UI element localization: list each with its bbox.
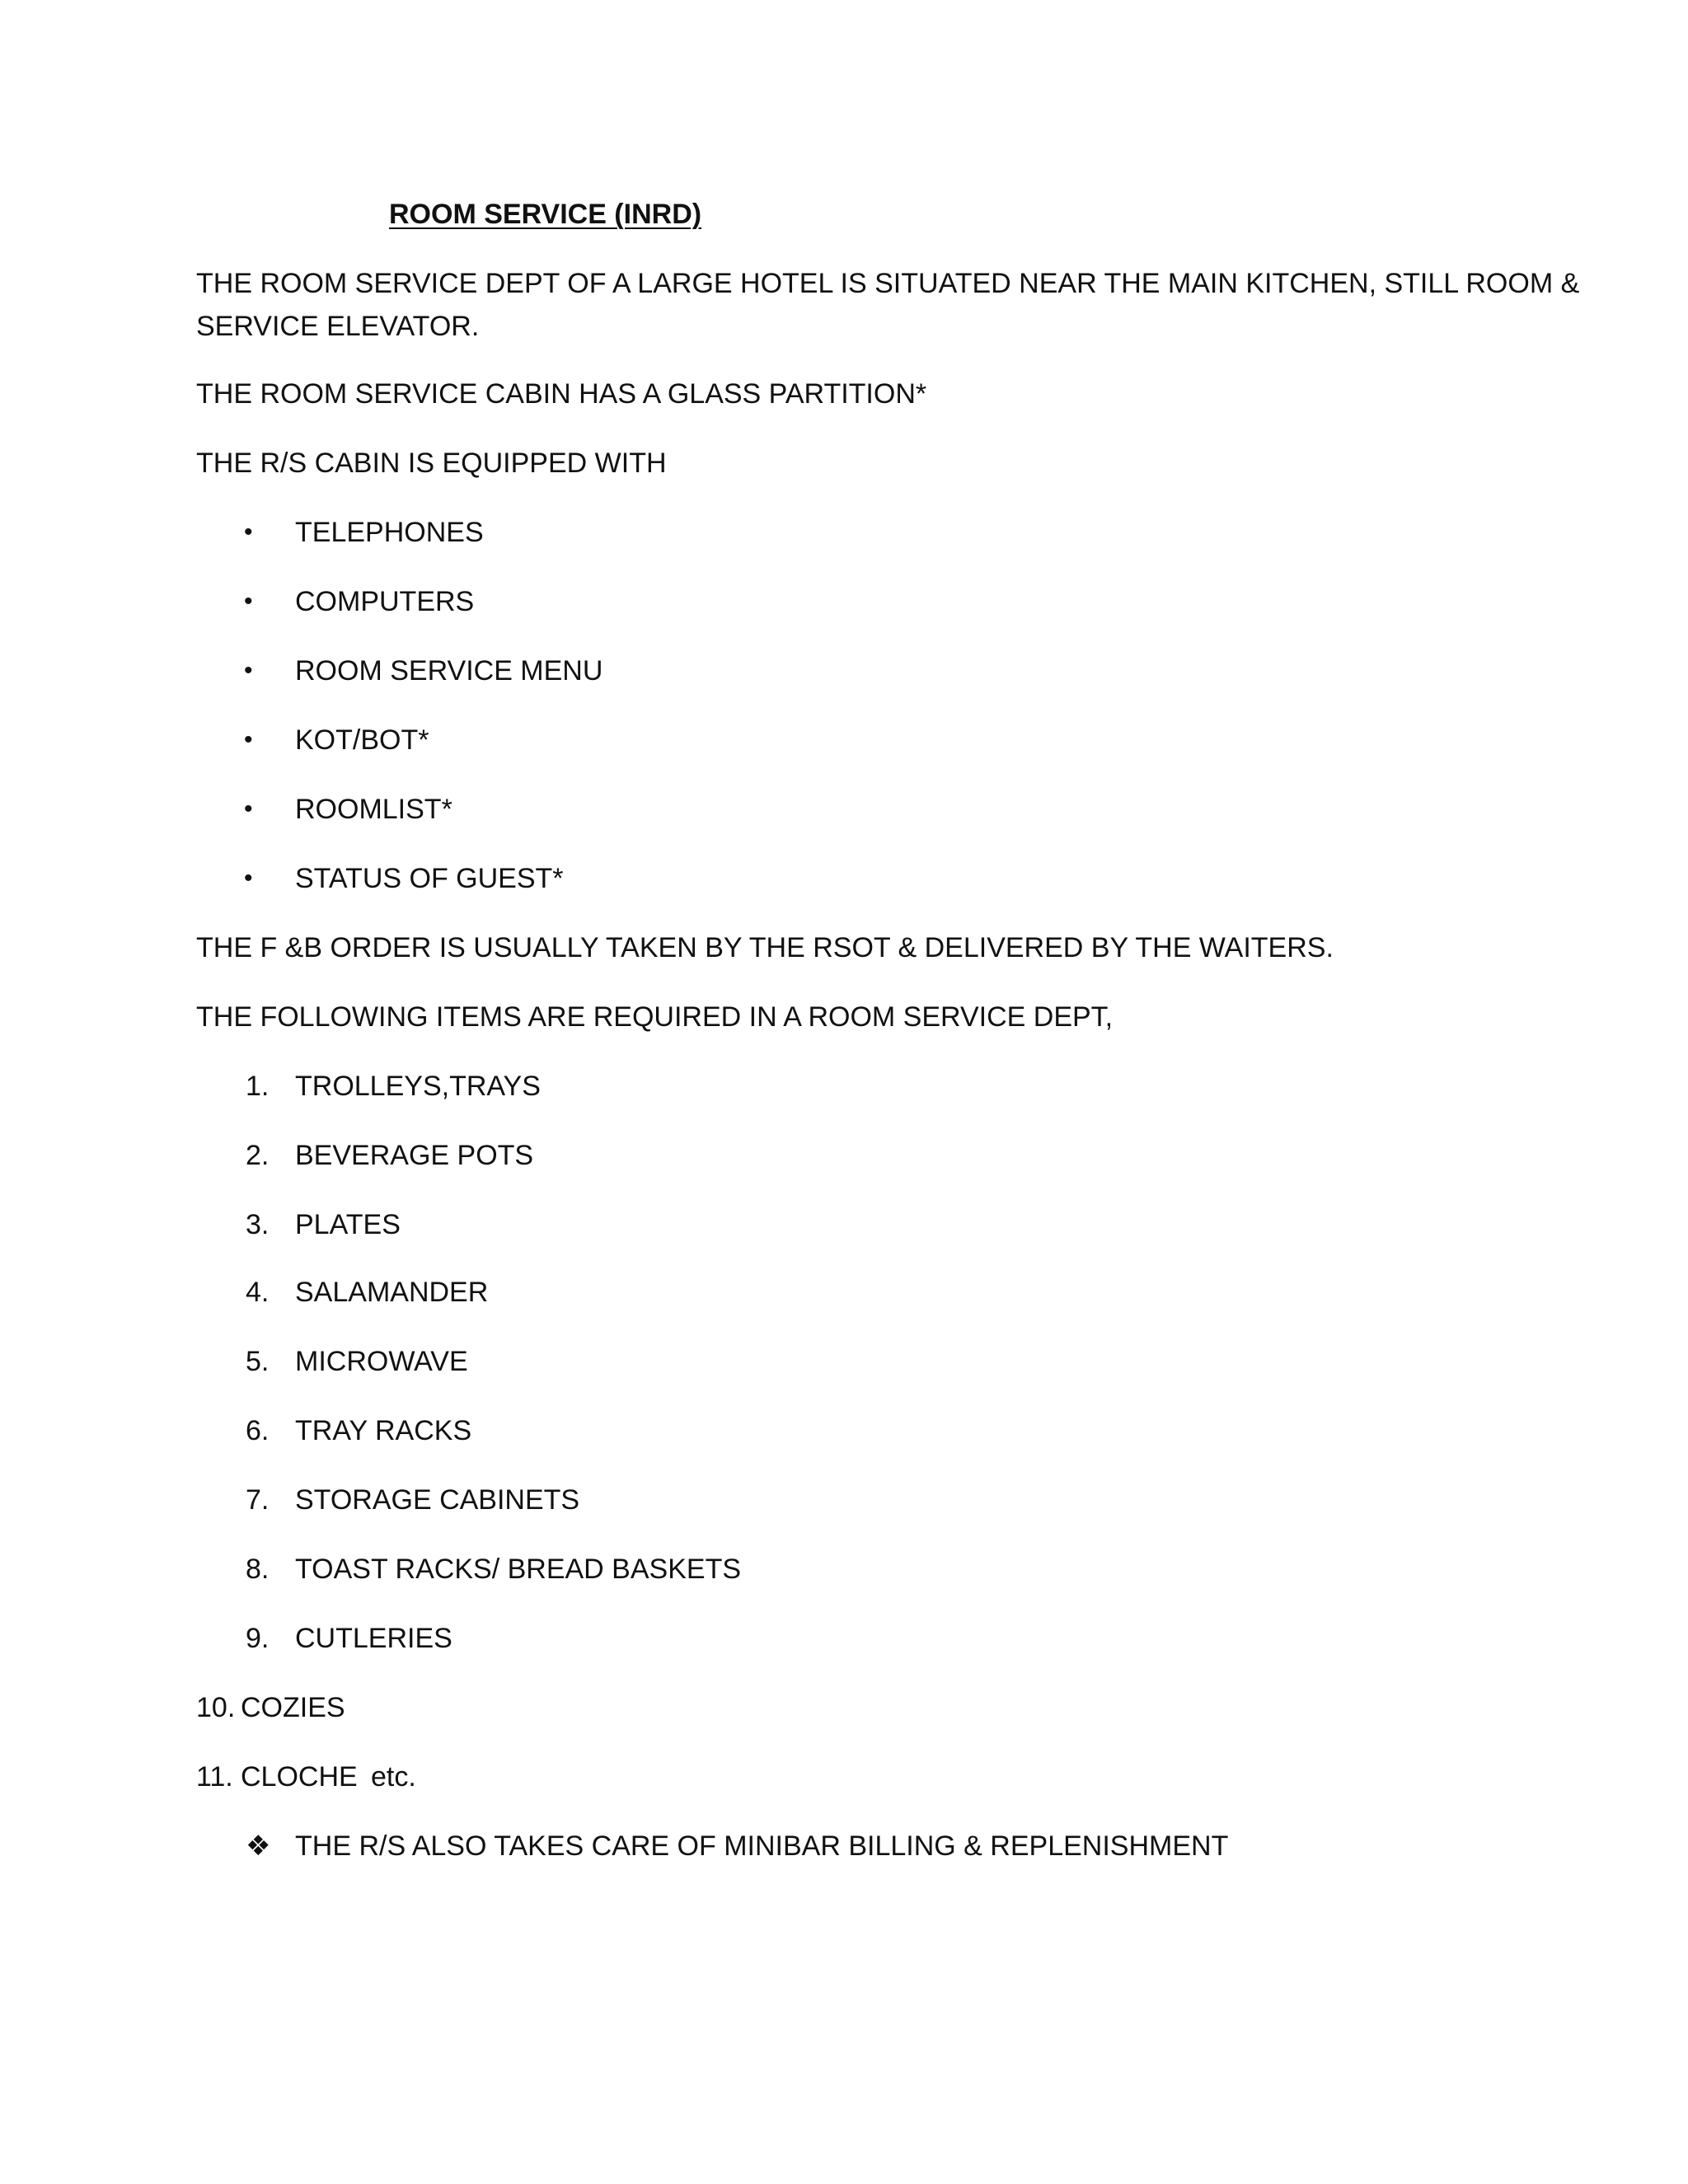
list-number: 1. [246, 1071, 270, 1102]
list-item-text: TELEPHONES [295, 517, 484, 548]
list-number: 8. [246, 1554, 270, 1585]
list-item-text: CUTLERIES [295, 1623, 452, 1654]
bullet-icon: • [244, 795, 253, 823]
list-item-text: TRAY RACKS [295, 1415, 472, 1446]
list-item-text: PLATES [295, 1209, 401, 1240]
list-item-text: ROOMLIST* [295, 794, 452, 825]
note-text: THE R/S ALSO TAKES CARE OF MINIBAR BILLING & REPLENISHMENT [295, 1830, 1229, 1862]
paragraph-location-line1: THE ROOM SERVICE DEPT OF A LARGE HOTEL IS SITUATED NEAR THE MAIN KITCHEN, STILL ROOM & [196, 268, 1580, 299]
etc-label: etc. [371, 1761, 416, 1793]
list-item-text: COZIES [241, 1692, 345, 1723]
list-item-text: MICROWAVE [295, 1346, 468, 1377]
paragraph-order-taking: THE F &B ORDER IS USUALLY TAKEN BY THE RSOT & DELIVERED BY THE WAITERS. [196, 932, 1334, 963]
list-item-text: TOAST RACKS/ BREAD BASKETS [295, 1554, 742, 1585]
list-number: 7. [246, 1484, 270, 1516]
list-item-text: COMPUTERS [295, 586, 475, 617]
list-item-text: TROLLEYS,TRAYS [295, 1071, 541, 1102]
bullet-icon: • [244, 726, 253, 753]
list-item-text: BEVERAGE POTS [295, 1140, 534, 1171]
list-item-text: SALAMANDER [295, 1277, 489, 1308]
bullet-icon: • [244, 518, 253, 546]
page-title: ROOM SERVICE (INRD) [389, 199, 702, 230]
list-number: 9. [246, 1623, 270, 1654]
paragraph-items-required: THE FOLLOWING ITEMS ARE REQUIRED IN A ROOM SERVICE DEPT, [196, 1001, 1114, 1033]
list-number: 11. [196, 1761, 233, 1793]
list-number: 10. [196, 1692, 236, 1723]
diamond-bullet-icon: ❖ [246, 1830, 271, 1862]
list-number: 2. [246, 1140, 270, 1171]
bullet-icon: • [244, 865, 253, 892]
paragraph-location-line2: SERVICE ELEVATOR. [196, 311, 480, 342]
paragraph-cabin-equipped: THE R/S CABIN IS EQUIPPED WITH [196, 448, 667, 479]
list-item-text: ROOM SERVICE MENU [295, 655, 603, 687]
list-item-text: STORAGE CABINETS [295, 1484, 580, 1516]
paragraph-glass-partition: THE ROOM SERVICE CABIN HAS A GLASS PARTITION* [196, 378, 927, 410]
list-number: 3. [246, 1209, 270, 1240]
bullet-icon: • [244, 657, 253, 684]
list-number: 6. [246, 1415, 270, 1446]
list-item-text: STATUS OF GUEST* [295, 863, 564, 894]
list-number: 4. [246, 1277, 270, 1308]
list-item-text: KOT/BOT* [295, 724, 429, 756]
list-number: 5. [246, 1346, 270, 1377]
bullet-icon: • [244, 588, 253, 615]
list-item-text: CLOCHE [241, 1761, 358, 1793]
